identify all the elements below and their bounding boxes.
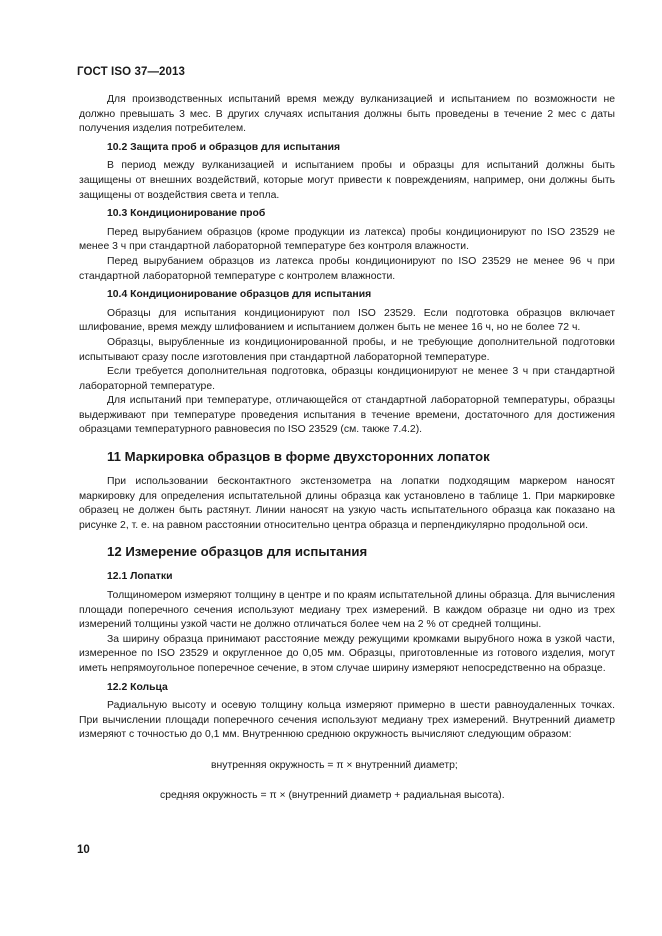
document-body bbox=[79, 93, 615, 803]
document-header: ГОСТ ISO 37—2013 bbox=[77, 66, 186, 78]
page-number: 10 bbox=[77, 844, 90, 856]
paragraph-intro: Для производственных испытаний время между вулканизацией и испытанием по возможности не должно превышать 3 мес. В других случаях испытания должны быть проведены в течение 2 мес с даты получения изделия потребителем. bbox=[79, 94, 615, 135]
section-heading-10-4: 10.4 Кондиционирование образцов для испытания bbox=[107, 289, 372, 301]
paragraph-10-3-a: Перед вырубанием образцов (кроме продукции из латекса) пробы кондиционируют по ISO 23529 не менее 3 ч при стандартной лабораторной температуре без контроля влажности. bbox=[79, 226, 615, 253]
paragraph-12-1-b: За ширину образца принимают расстояние между режущими кромками вырубного ножа в узкой части, измеренное по ISO 23529 и округленное до 0,05 мм. Образцы, приготовленные из готового изделия, могут иметь непрямоугольное поперечное сечение, в этом случае ширину измеряют непосредственно на образце. bbox=[79, 633, 615, 674]
formula-mean-circumference: средняя окружность = π × (внутренний диаметр + радиальная высота). bbox=[160, 789, 505, 801]
section-heading-10-2: 10.2 Защита проб и образцов для испытания bbox=[107, 141, 341, 153]
paragraph-10-2: В период между вулканизацией и испытанием пробы и образцы для испытаний должны быть защищены от внешних воздействий, которые могут привести к повреждениям, например, они должны быть защищены от воздействия света и тепла. bbox=[79, 160, 615, 201]
section-heading-12-1: 12.1 Лопатки bbox=[107, 571, 173, 583]
section-heading-10-3: 10.3 Кондиционирование проб bbox=[107, 208, 266, 220]
paragraph-10-4-c: Если требуется дополнительная подготовка, образцы кондиционируют не менее 3 ч при стандартной лабораторной температуре. bbox=[79, 366, 615, 392]
section-heading-12: 12 Измерение образцов для испытания bbox=[107, 544, 368, 560]
paragraph-12-1-a: Толщиномером измеряют толщину в центре и по краям испытательной длины образца. Для вычисления площади поперечного сечения используют медиану трех измерений. В каждом образце ни одно из трех измерений толщины узкой части не должно отличаться более чем на 2 % от средней толщины. bbox=[79, 590, 615, 631]
paragraph-10-4-b: Образцы, вырубленные из кондиционированной пробы, и не требующие дополнительной подготовки испытывают сразу после изготовления при стандартной лабораторной температуре. bbox=[79, 336, 615, 363]
paragraph-10-4-d: Для испытаний при температуре, отличающейся от стандартной лабораторной температуры, образцы выдерживают при температуре проведения испытания в течение времени, достаточного для достижения образцами температурного равновесия по ISO 23529 (см. также 7.4.2). bbox=[79, 395, 615, 436]
paragraph-10-3-b: Перед вырубанием образцов из латекса пробы кондиционируют по ISO 23529 не менее 96 ч при стандартной лабораторной температуре с контролем влажности. bbox=[79, 255, 615, 282]
section-heading-12-2: 12.2 Кольца bbox=[107, 681, 168, 693]
paragraph-10-4-a: Образцы для испытания кондиционируют пол ISO 23529. Если подготовка образцов включает шлифование, время между шлифованием и испытанием должен быть не менее 16 ч, но не более 72 ч. bbox=[79, 307, 615, 334]
paragraph-12-2: Радиальную высоту и осевую толщину кольца измеряют примерно в шести равноудаленных точках. При вычислении площади поперечного сечения используют медиану трех измерений. Внутренний диаметр измеряют с точностью до 0,1 мм. Внутреннюю среднюю окружность вычисляют следующим образом: bbox=[79, 700, 615, 741]
section-heading-11: 11 Маркировка образцов в форме двухсторонних лопаток bbox=[107, 449, 490, 465]
formula-inner-circumference: внутренняя окружность = π × внутренний диаметр; bbox=[211, 759, 458, 771]
paragraph-11: При использовании бесконтактного экстензометра на лопатки подходящим маркером наносят маркировку для определения испытательной длины образца как установлено в таблице 1. При маркировке образец не должен быть растянут. Линии наносят на узкую часть испытательного образца как показано на рисунке 2, т. е. на равном расстоянии относительно центра образца и перпендикулярно продольной оси. bbox=[79, 476, 615, 531]
